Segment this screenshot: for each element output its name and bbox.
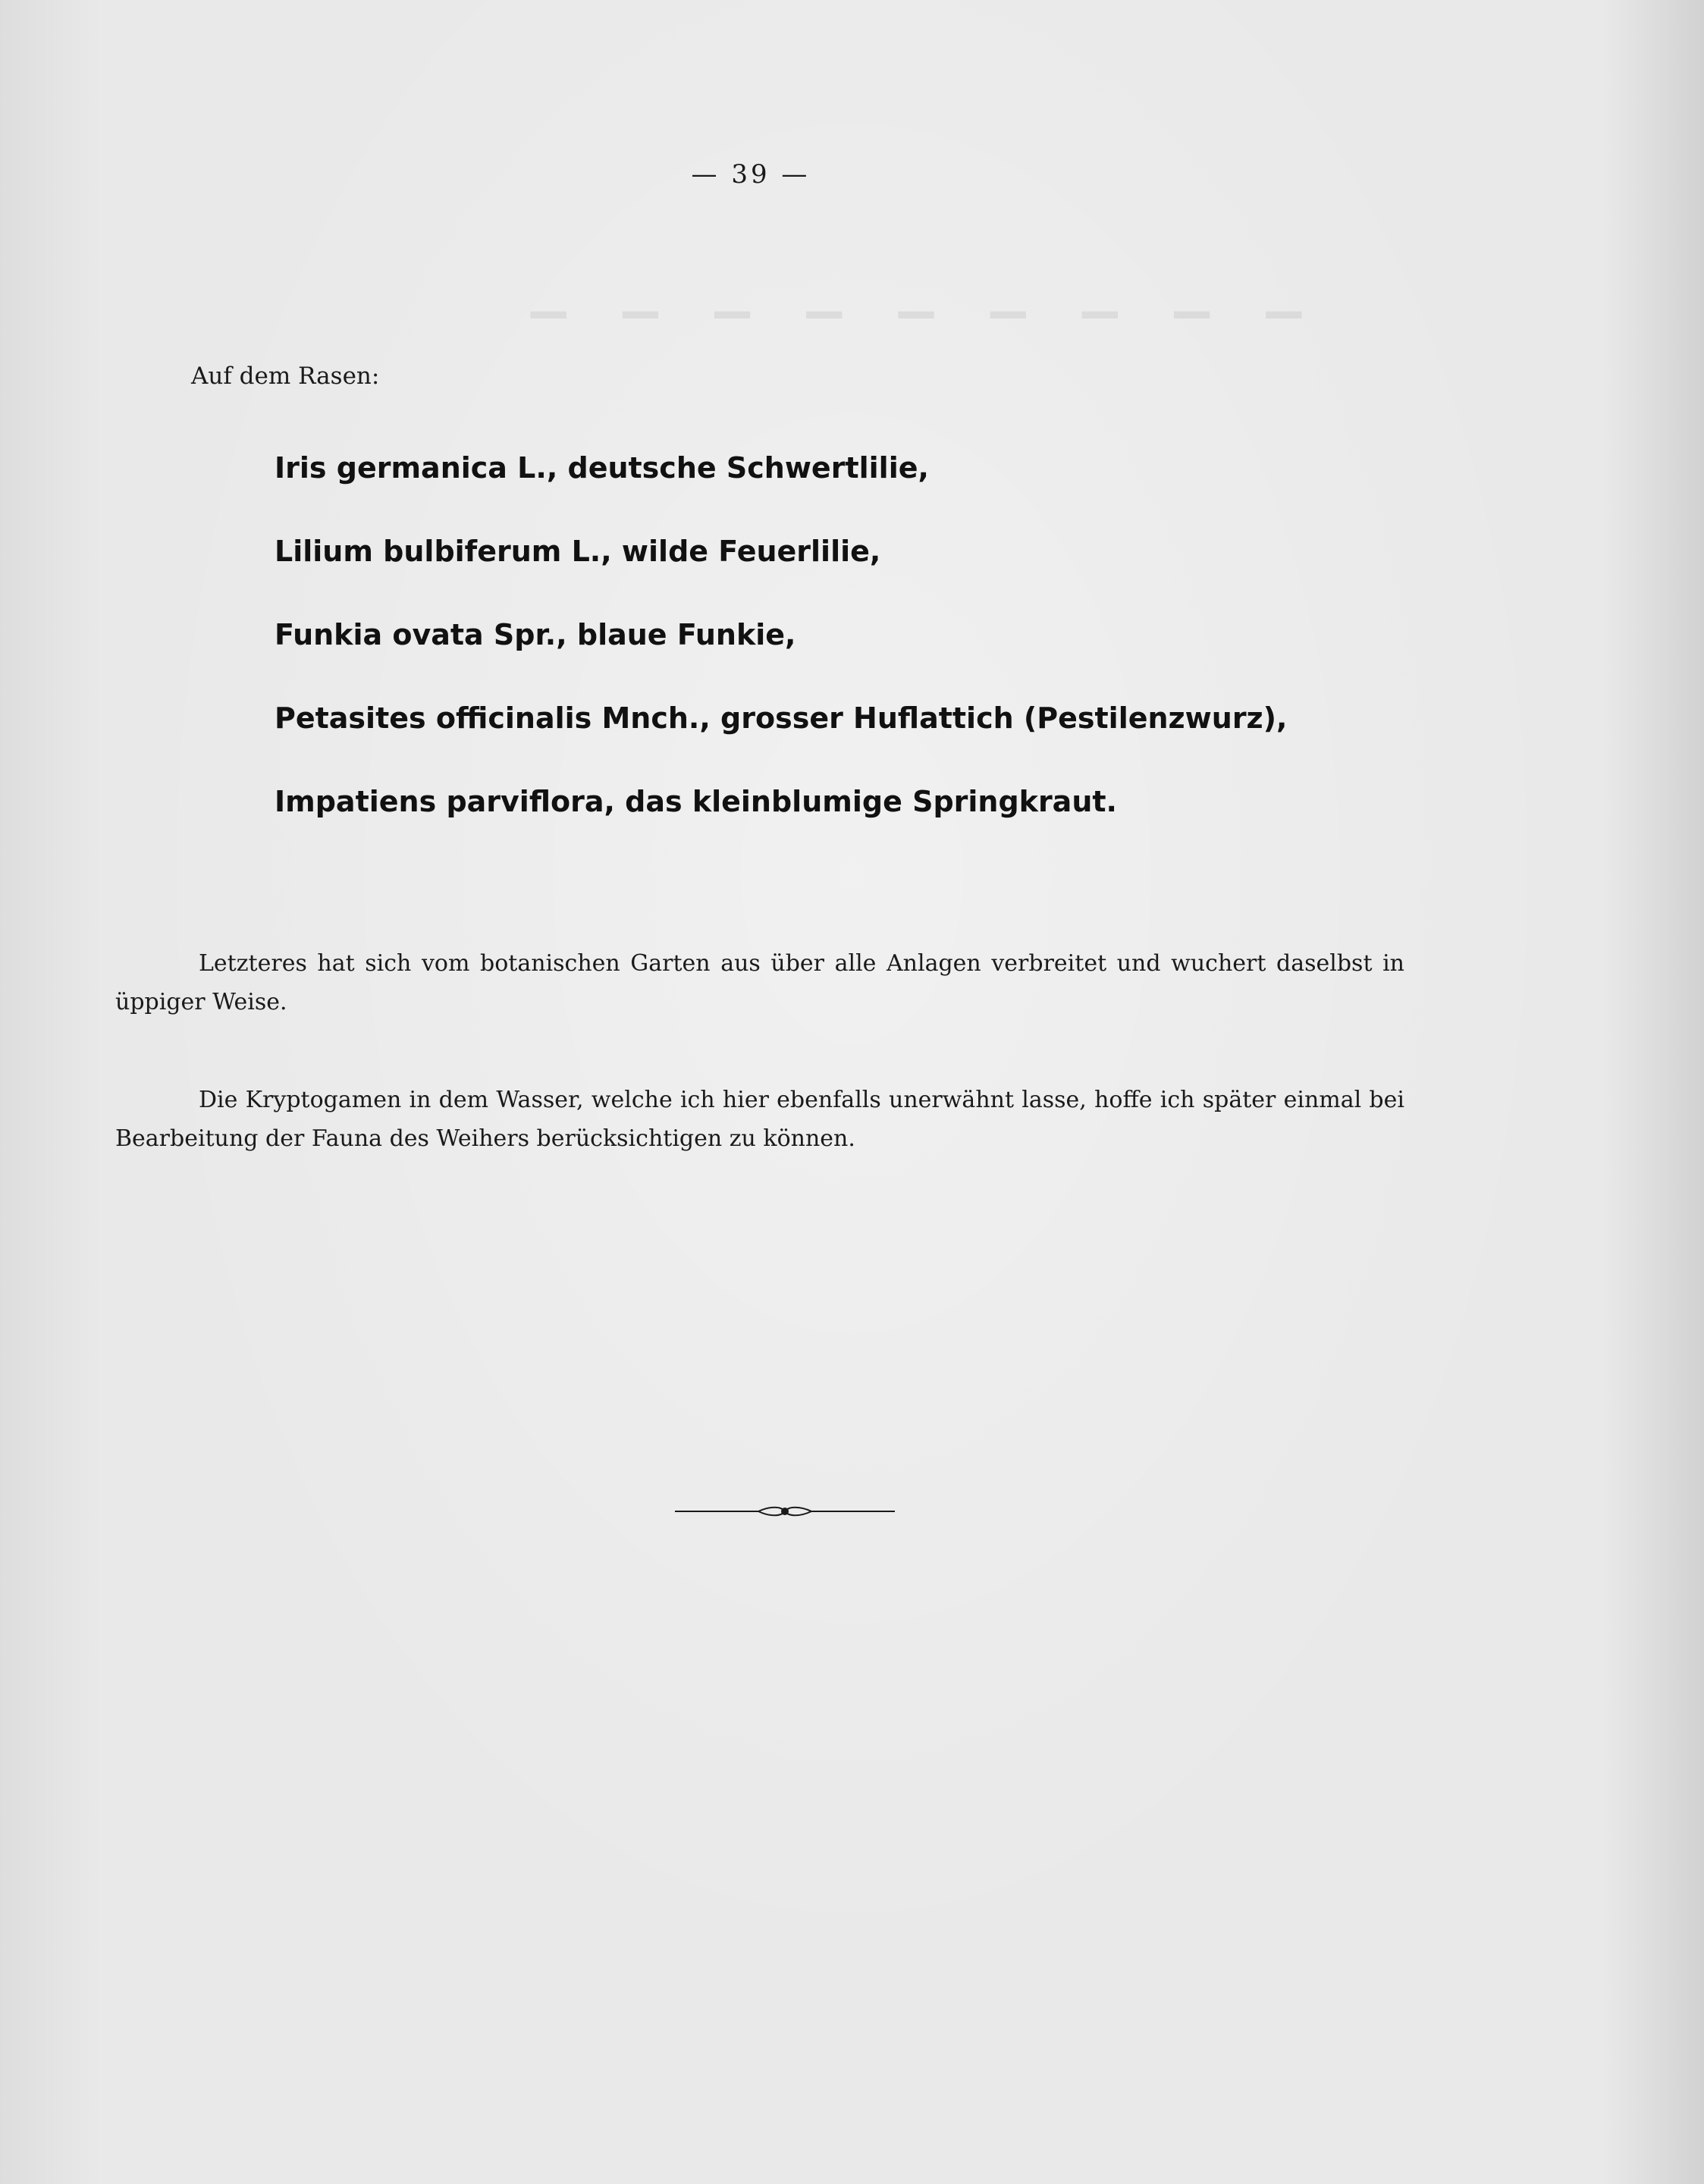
paragraph-cryptogams-note: Die Kryptogamen in dem Wasser, welche ich hier ebenfalls unerwähnt lasse, hoffe ich später einmal bei Bearbeitung der Fauna des Weihers berücksichtigen zu können. (115, 1087, 1404, 1152)
decorative-rule-icon (675, 1500, 895, 1523)
species-item: Iris germanica L., deutsche Schwertlilie, (275, 451, 929, 485)
page-number: — 39 — (691, 159, 811, 190)
species-list (275, 449, 1287, 866)
section-intro: Auf dem Rasen: (191, 362, 380, 390)
species-item: Impatiens parviflora, das kleinblumige Springkraut. (275, 785, 1117, 818)
species-item: Petasites officinalis Mnch., grosser Huflattich (Pestilenzwurz), (275, 701, 1288, 735)
show-through-heading: ▁ ▁ ▁ ▁ ▁ ▁ ▁ ▁ ▁ (531, 265, 1323, 318)
paragraph-spread-note: Letzteres hat sich vom botanischen Garten aus über alle Anlagen verbreitet und wuchert daselbst in üppiger Weise. (115, 950, 1404, 1015)
species-item: Lilium bulbiferum L., wilde Feuerlilie, (275, 535, 881, 568)
species-item: Funkia ovata Spr., blaue Funkie, (275, 618, 796, 651)
